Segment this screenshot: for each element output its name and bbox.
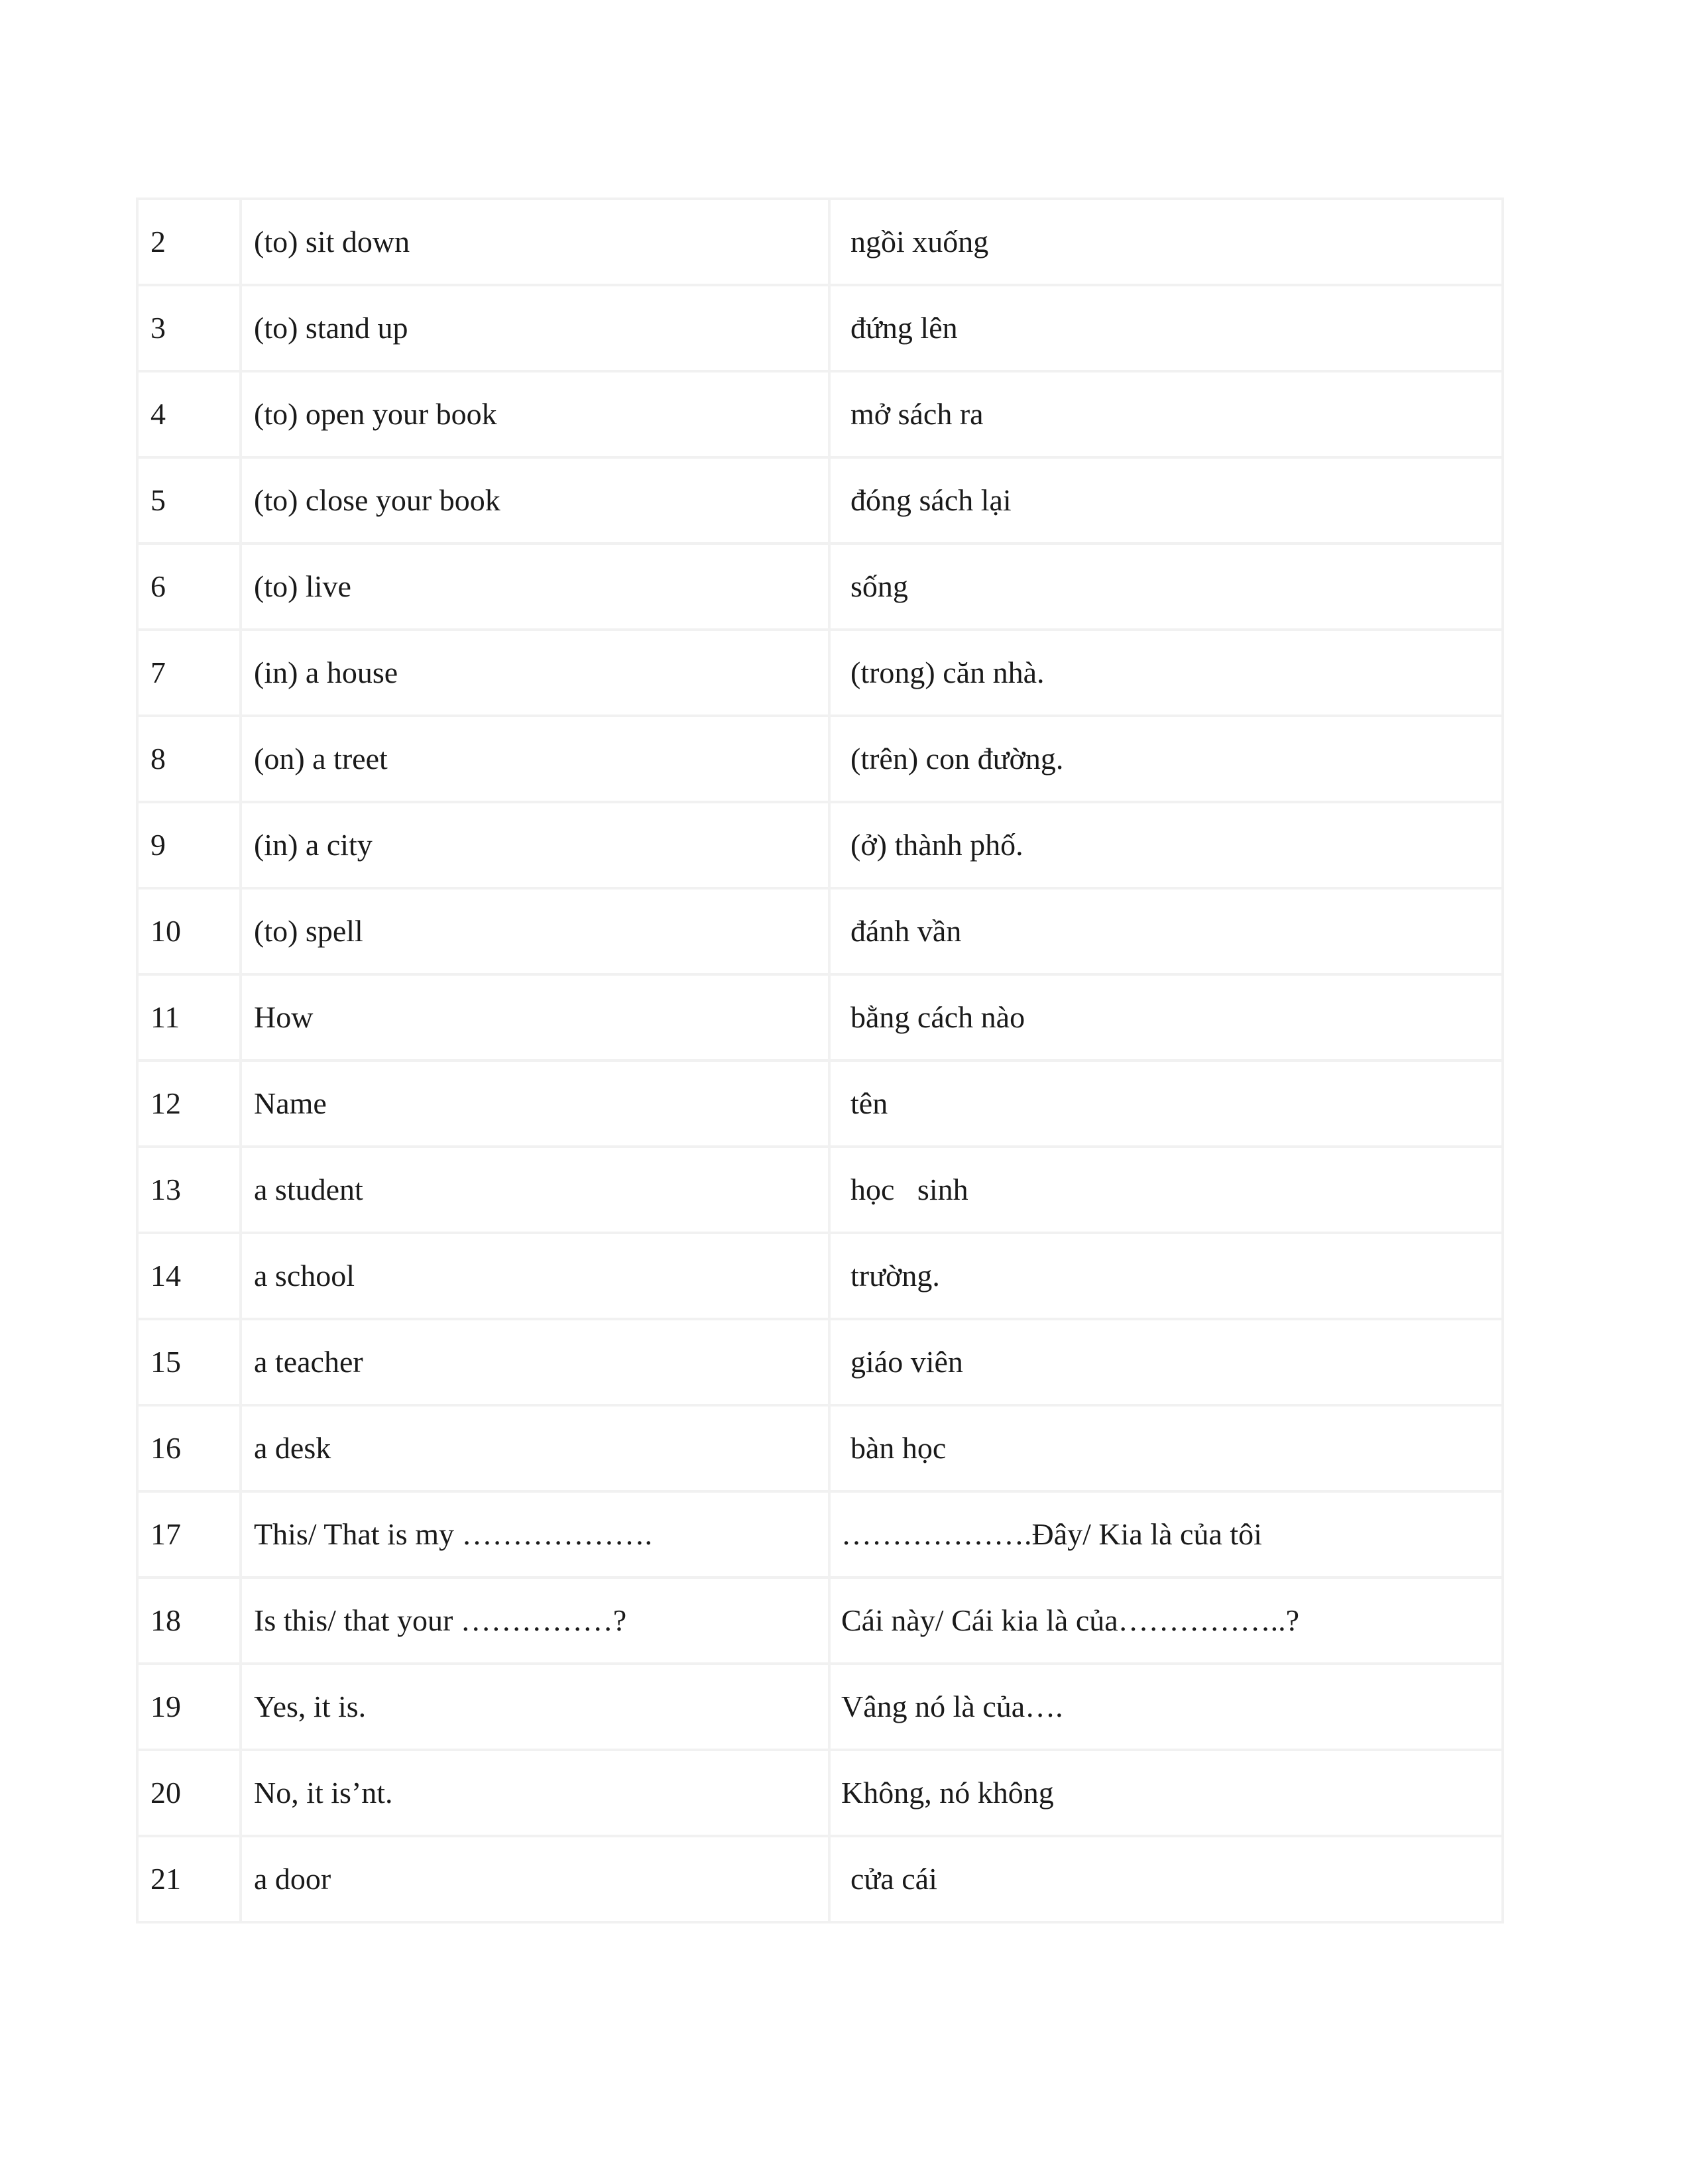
english-term: (to) live xyxy=(241,544,829,630)
vietnamese-meaning: (ở) thành phố. xyxy=(829,802,1503,888)
english-term: (to) close your book xyxy=(241,457,829,544)
english-term: a student xyxy=(241,1147,829,1233)
table-row xyxy=(137,544,1503,630)
table-row xyxy=(137,716,1503,802)
vietnamese-meaning: đánh vần xyxy=(829,888,1503,974)
vietnamese-meaning: Cái này/ Cái kia là của……………..? xyxy=(829,1578,1503,1664)
table-row xyxy=(137,1319,1503,1405)
table-row xyxy=(137,1491,1503,1578)
vietnamese-meaning: đứng lên xyxy=(829,285,1503,371)
row-number: 3 xyxy=(137,285,241,371)
table-row xyxy=(137,630,1503,716)
english-term: (to) open your book xyxy=(241,371,829,457)
vietnamese-meaning: Không, nó không xyxy=(829,1750,1503,1836)
row-number: 6 xyxy=(137,544,241,630)
table-row xyxy=(137,371,1503,457)
english-term: Is this/ that your ……………? xyxy=(241,1578,829,1664)
row-number: 21 xyxy=(137,1836,241,1922)
vocabulary-table xyxy=(136,198,1504,1924)
vietnamese-meaning: ngồi xuống xyxy=(829,199,1503,285)
english-term: (to) sit down xyxy=(241,199,829,285)
english-term: a school xyxy=(241,1233,829,1319)
row-number: 18 xyxy=(137,1578,241,1664)
english-term: (on) a treet xyxy=(241,716,829,802)
table-row xyxy=(137,457,1503,544)
row-number: 17 xyxy=(137,1491,241,1578)
english-term: (in) a house xyxy=(241,630,829,716)
table-row xyxy=(137,1061,1503,1147)
vietnamese-meaning: mở sách ra xyxy=(829,371,1503,457)
vietnamese-meaning: tên xyxy=(829,1061,1503,1147)
table-row xyxy=(137,1405,1503,1491)
row-number: 9 xyxy=(137,802,241,888)
row-number: 16 xyxy=(137,1405,241,1491)
table-row xyxy=(137,1750,1503,1836)
table-row xyxy=(137,1664,1503,1750)
table-row xyxy=(137,1836,1503,1922)
english-term: How xyxy=(241,974,829,1061)
row-number: 20 xyxy=(137,1750,241,1836)
row-number: 11 xyxy=(137,974,241,1061)
table-row xyxy=(137,1233,1503,1319)
english-term: (in) a city xyxy=(241,802,829,888)
english-term: a desk xyxy=(241,1405,829,1491)
vietnamese-meaning: ……………….Đây/ Kia là của tôi xyxy=(829,1491,1503,1578)
vietnamese-meaning: bằng cách nào xyxy=(829,974,1503,1061)
row-number: 12 xyxy=(137,1061,241,1147)
vietnamese-meaning: học sinh xyxy=(829,1147,1503,1233)
row-number: 14 xyxy=(137,1233,241,1319)
english-term: Name xyxy=(241,1061,829,1147)
english-term: a door xyxy=(241,1836,829,1922)
row-number: 2 xyxy=(137,199,241,285)
row-number: 15 xyxy=(137,1319,241,1405)
vietnamese-meaning: trường. xyxy=(829,1233,1503,1319)
english-term: a teacher xyxy=(241,1319,829,1405)
table-row xyxy=(137,285,1503,371)
vietnamese-meaning: (trên) con đường. xyxy=(829,716,1503,802)
row-number: 8 xyxy=(137,716,241,802)
vietnamese-meaning: Vâng nó là của…. xyxy=(829,1664,1503,1750)
table-row xyxy=(137,974,1503,1061)
english-term: No, it is’nt. xyxy=(241,1750,829,1836)
table-row xyxy=(137,199,1503,285)
table-row xyxy=(137,1147,1503,1233)
table-row xyxy=(137,1578,1503,1664)
vietnamese-meaning: sống xyxy=(829,544,1503,630)
row-number: 7 xyxy=(137,630,241,716)
table-row xyxy=(137,802,1503,888)
row-number: 4 xyxy=(137,371,241,457)
vietnamese-meaning: (trong) căn nhà. xyxy=(829,630,1503,716)
vietnamese-meaning: giáo viên xyxy=(829,1319,1503,1405)
row-number: 10 xyxy=(137,888,241,974)
english-term: (to) spell xyxy=(241,888,829,974)
english-term: (to) stand up xyxy=(241,285,829,371)
english-term: Yes, it is. xyxy=(241,1664,829,1750)
vietnamese-meaning: đóng sách lại xyxy=(829,457,1503,544)
row-number: 13 xyxy=(137,1147,241,1233)
english-term: This/ That is my ………………. xyxy=(241,1491,829,1578)
vietnamese-meaning: cửa cái xyxy=(829,1836,1503,1922)
vietnamese-meaning: bàn học xyxy=(829,1405,1503,1491)
table-row xyxy=(137,888,1503,974)
row-number: 5 xyxy=(137,457,241,544)
row-number: 19 xyxy=(137,1664,241,1750)
